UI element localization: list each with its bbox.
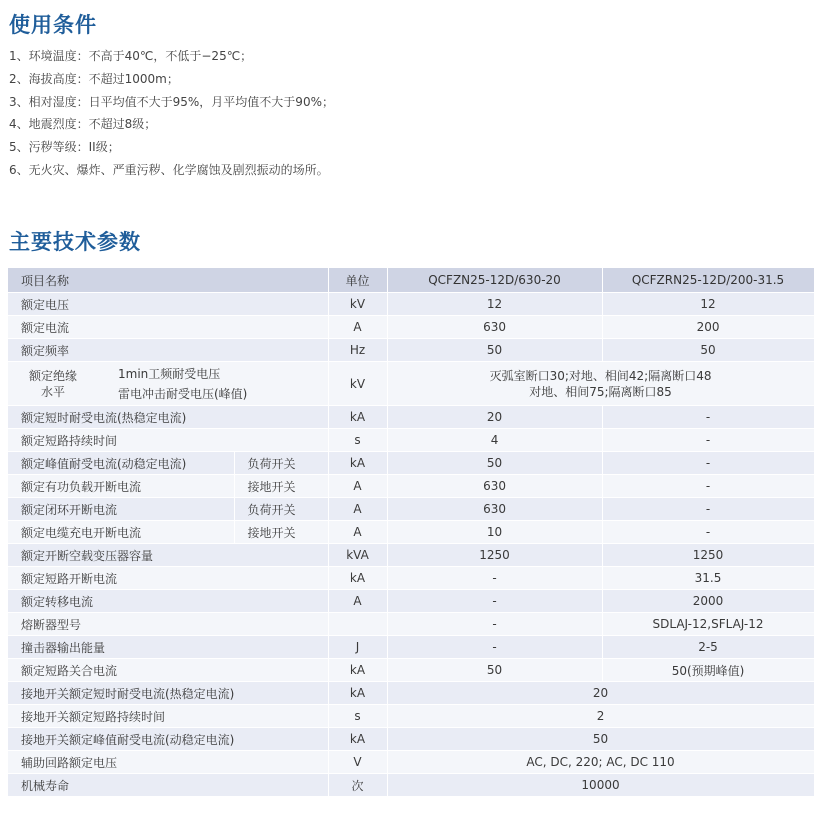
row-unit: s bbox=[328, 705, 387, 728]
row-value-1: - bbox=[387, 636, 602, 659]
row-value-2: 50 bbox=[602, 339, 814, 362]
condition-item: 3、相对湿度：日平均值不大于95%，月平均值不大于90%； bbox=[9, 94, 334, 109]
row-value-2: 200 bbox=[602, 316, 814, 339]
row-value-2: 31.5 bbox=[602, 567, 814, 590]
table-row bbox=[8, 362, 814, 406]
row-value-merged: AC, DC, 220; AC, DC 110 bbox=[387, 751, 814, 774]
row-sub-label: 负荷开关 bbox=[234, 452, 328, 475]
row-unit: A bbox=[328, 475, 387, 498]
row-value-merged bbox=[387, 362, 814, 406]
row-name-line: 水平 bbox=[40, 384, 65, 399]
row-name: 额定峰值耐受电流(动稳定电流) bbox=[8, 452, 234, 475]
row-unit: A bbox=[328, 316, 387, 339]
table-row bbox=[8, 429, 814, 452]
row-name: 额定开断空载变压器容量 bbox=[8, 544, 328, 567]
section-title-usage-conditions: 使用条件 bbox=[9, 13, 97, 37]
row-value-2: - bbox=[602, 475, 814, 498]
row-unit: kA bbox=[328, 452, 387, 475]
row-value-1: 50 bbox=[387, 452, 602, 475]
row-unit: V bbox=[328, 751, 387, 774]
row-name: 额定短路开断电流 bbox=[8, 567, 328, 590]
row-value-1: - bbox=[387, 613, 602, 636]
table-row bbox=[8, 659, 814, 682]
row-name: 接地开关额定峰值耐受电流(动稳定电流) bbox=[8, 728, 328, 751]
row-name: 机械寿命 bbox=[8, 774, 328, 797]
row-name: 额定短路关合电流 bbox=[8, 659, 328, 682]
table-row bbox=[8, 636, 814, 659]
row-value-2: - bbox=[602, 406, 814, 429]
row-name: 额定短时耐受电流(热稳定电流) bbox=[8, 406, 328, 429]
row-unit: kA bbox=[328, 567, 387, 590]
table-row bbox=[8, 544, 814, 567]
table-row bbox=[8, 475, 814, 498]
table-row bbox=[8, 498, 814, 521]
row-name: 额定转移电流 bbox=[8, 590, 328, 613]
row-value-1: 1250 bbox=[387, 544, 602, 567]
row-name-line: 额定绝缘 bbox=[28, 368, 77, 383]
row-value-2: - bbox=[602, 521, 814, 544]
row-value-1: 630 bbox=[387, 316, 602, 339]
table-row bbox=[8, 293, 814, 316]
row-unit: kA bbox=[328, 406, 387, 429]
row-value-2: SDLAJ-12,SFLAJ-12 bbox=[602, 613, 814, 636]
row-name: 熔断器型号 bbox=[8, 613, 328, 636]
row-name: 接地开关额定短时耐受电流(热稳定电流) bbox=[8, 682, 328, 705]
row-unit: kA bbox=[328, 728, 387, 751]
row-value-2: - bbox=[602, 498, 814, 521]
row-value-1: 20 bbox=[387, 406, 602, 429]
header-model-1: QCFZN25-12D/630-20 bbox=[387, 268, 602, 293]
table-row bbox=[8, 452, 814, 475]
row-value-2: 12 bbox=[602, 293, 814, 316]
row-value-2: - bbox=[602, 452, 814, 475]
row-name: 额定电压 bbox=[8, 293, 328, 316]
row-name: 额定频率 bbox=[8, 339, 328, 362]
row-name-insulation bbox=[8, 362, 328, 406]
row-value-merged: 10000 bbox=[387, 774, 814, 797]
row-value-2: 2000 bbox=[602, 590, 814, 613]
row-name: 额定闭环开断电流 bbox=[8, 498, 234, 521]
row-unit: Hz bbox=[328, 339, 387, 362]
table-row bbox=[8, 316, 814, 339]
table-row bbox=[8, 682, 814, 705]
row-unit: A bbox=[328, 498, 387, 521]
row-value-1: 10 bbox=[387, 521, 602, 544]
table-row bbox=[8, 567, 814, 590]
table-row bbox=[8, 751, 814, 774]
row-sub-label: 负荷开关 bbox=[234, 498, 328, 521]
row-value-merged: 20 bbox=[387, 682, 814, 705]
table-row bbox=[8, 774, 814, 797]
condition-item: 2、海拔高度：不超过1000m； bbox=[9, 71, 179, 86]
row-value-1: 12 bbox=[387, 293, 602, 316]
header-item-name: 项目名称 bbox=[8, 268, 328, 293]
table-row bbox=[8, 521, 814, 544]
row-sub-label: 接地开关 bbox=[234, 521, 328, 544]
row-unit: kV bbox=[328, 293, 387, 316]
table-header-row bbox=[8, 268, 814, 293]
row-value-merged: 50 bbox=[387, 728, 814, 751]
row-unit bbox=[328, 613, 387, 636]
row-unit: kVA bbox=[328, 544, 387, 567]
row-unit: s bbox=[328, 429, 387, 452]
usage-conditions-list bbox=[9, 45, 334, 182]
condition-item: 1、环境温度：不高于40℃，不低于−25℃； bbox=[9, 49, 253, 63]
table-row bbox=[8, 705, 814, 728]
row-unit: 次 bbox=[328, 774, 387, 797]
table-row bbox=[8, 339, 814, 362]
row-sub-label: 接地开关 bbox=[234, 475, 328, 498]
row-value-1: 630 bbox=[387, 475, 602, 498]
row-name: 撞击器输出能量 bbox=[8, 636, 328, 659]
technical-parameters-table bbox=[8, 268, 815, 797]
row-unit: A bbox=[328, 521, 387, 544]
row-name: 额定短路持续时间 bbox=[8, 429, 328, 452]
section-title-main-parameters: 主要技术参数 bbox=[9, 230, 141, 254]
row-sub-label: 1min工频耐受电压 bbox=[118, 366, 221, 381]
row-name: 额定电缆充电开断电流 bbox=[8, 521, 234, 544]
row-unit: kA bbox=[328, 659, 387, 682]
row-unit: J bbox=[328, 636, 387, 659]
row-value-2: 50(预期峰值) bbox=[602, 659, 814, 682]
condition-item: 5、污秽等级：II级； bbox=[9, 140, 120, 155]
header-model-2: QCFZRN25-12D/200-31.5 bbox=[602, 268, 814, 293]
row-value-1: 4 bbox=[387, 429, 602, 452]
row-value-2: 2-5 bbox=[602, 636, 814, 659]
table-row bbox=[8, 590, 814, 613]
row-value-2: - bbox=[602, 429, 814, 452]
row-value-merged: 2 bbox=[387, 705, 814, 728]
table-row bbox=[8, 613, 814, 636]
row-value-1: - bbox=[387, 567, 602, 590]
row-value-1: 50 bbox=[387, 339, 602, 362]
row-name: 辅助回路额定电压 bbox=[8, 751, 328, 774]
row-value-line: 对地、相间75;隔离断口85 bbox=[529, 384, 672, 399]
row-unit: kV bbox=[328, 362, 387, 406]
row-value-1: - bbox=[387, 590, 602, 613]
row-value-line: 灭弧室断口30;对地、相间42;隔离断口48 bbox=[489, 368, 712, 383]
row-sub-label: 雷电冲击耐受电压(峰值) bbox=[118, 386, 248, 401]
row-value-1: 630 bbox=[387, 498, 602, 521]
row-name: 额定有功负载开断电流 bbox=[8, 475, 234, 498]
condition-item: 4、地震烈度：不超过8级； bbox=[9, 117, 157, 132]
table-row bbox=[8, 728, 814, 751]
row-unit: kA bbox=[328, 682, 387, 705]
condition-item: 6、无火灾、爆炸、严重污秽、化学腐蚀及剧烈振动的场所。 bbox=[9, 162, 329, 177]
header-unit: 单位 bbox=[328, 268, 387, 293]
row-value-2: 1250 bbox=[602, 544, 814, 567]
row-value-1: 50 bbox=[387, 659, 602, 682]
row-name: 接地开关额定短路持续时间 bbox=[8, 705, 328, 728]
row-name: 额定电流 bbox=[8, 316, 328, 339]
table-row bbox=[8, 406, 814, 429]
row-unit: A bbox=[328, 590, 387, 613]
